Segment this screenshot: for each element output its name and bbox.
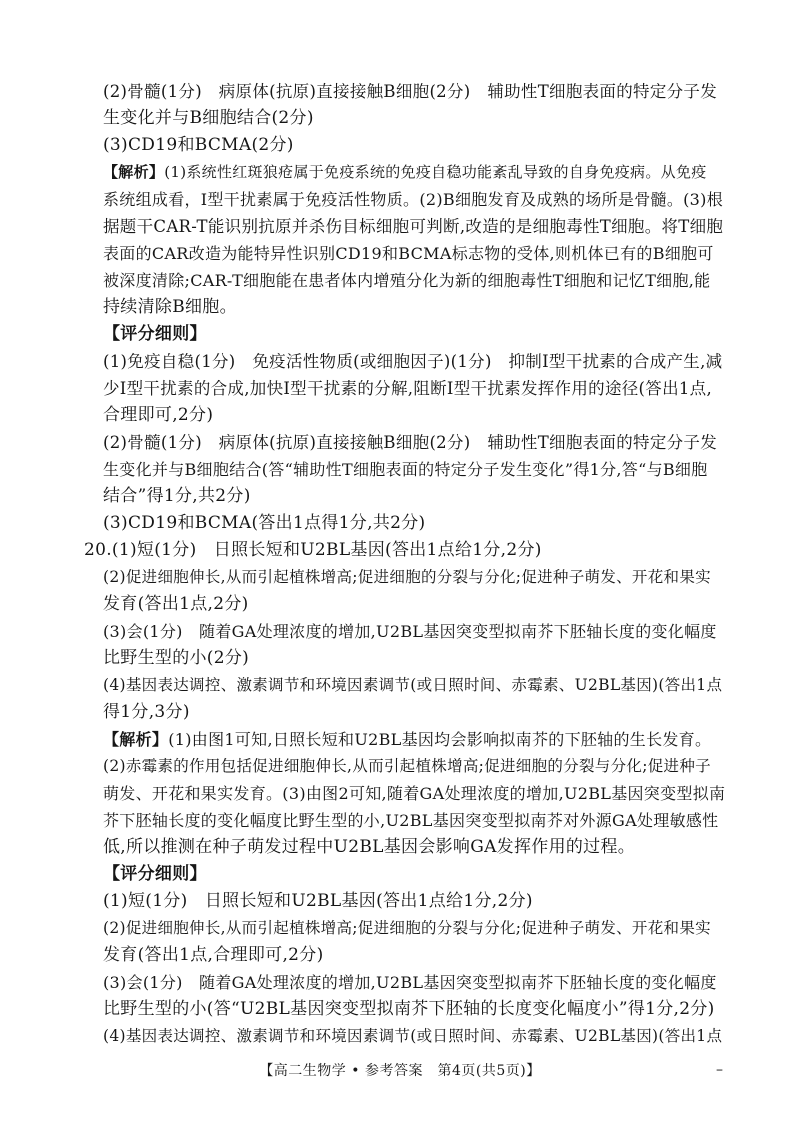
scoring-heading: 【评分细则】	[103, 324, 207, 344]
text-line: 持续清除B细胞。	[103, 297, 237, 317]
answer-text	[84, 78, 726, 1050]
text-line: 系统组成看，Ⅰ型干扰素属于免疫活性物质。(2)B细胞发育及成熟的场所是骨髓。(3)根	[103, 190, 724, 209]
page-footer: 【高二生物学 • 参考答案 第4页(共5页)】	[259, 1063, 541, 1079]
text-line: (3)CD19和BCMA(答出1点得1分,共2分)	[103, 513, 426, 533]
text-line: (2)促进细胞伸长,从而引起植株增高;促进细胞的分裂与分化;促进种子萌发、开花和果实	[103, 919, 711, 937]
text-line: (4)基因表达调控、激素调节和环境因素调节(或日照时间、赤霉素、U2BL基因)(答出1点	[103, 676, 723, 694]
text-line: 结合”得1分,共2分)	[103, 486, 251, 506]
text-line: 比野生型的小(2分)	[103, 648, 250, 668]
text-line: 表面的CAR改造为能特异性识别CD19和BCMA标志物的受体,则机体已有的B细胞可	[103, 244, 714, 263]
text-line: (4)基因表达调控、激素调节和环境因素调节(或日照时间、赤霉素、U2BL基因)(答出1点	[103, 1027, 723, 1045]
text-line: (1)短(1分) 日照长短和U2BL基因(答出1点给1分,2分)	[103, 891, 533, 911]
scoring-heading: 【评分细则】	[103, 864, 207, 884]
text-line: 被深度清除;CAR-T细胞能在患者体内增殖分化为新的细胞毒性T细胞和记忆T细胞,能	[103, 271, 711, 290]
text-line: (2)促进细胞伸长,从而引起植株增高;促进细胞的分裂与分化;促进种子萌发、开花和果实	[103, 568, 711, 586]
section-label: 【解析】	[103, 163, 165, 181]
text-line: 低,所以推测在种子萌发过程中U2BL基因会影响GA发挥作用的过程。	[103, 837, 636, 857]
text-line: (2)骨髓(1分) 病原体(抗原)直接接触B细胞(2分) 辅助性T细胞表面的特定分子发	[103, 433, 718, 452]
text-line: 发育(答出1点,2分)	[103, 594, 249, 614]
text-line: 生变化并与B细胞结合(2分)	[103, 108, 314, 128]
question-20-start: 20.(1)短(1分) 日照长短和U2BL基因(答出1点给1分,2分)	[84, 540, 542, 560]
text-line: (2)赤霉素的作用包括促进细胞伸长,从而引起植株增高;促进细胞的分裂与分化;促进种子	[103, 757, 711, 775]
text-line: 少Ⅰ型干扰素的合成,加快Ⅰ型干扰素的分解,阻断Ⅰ型干扰素发挥作用的途径(答出1点,	[103, 379, 713, 398]
text-line: (1)免疫自稳(1分) 免疫活性物质(或细胞因子)(1分) 抑制Ⅰ型干扰素的合成产生,减	[103, 352, 723, 371]
analysis-heading-line	[103, 159, 725, 186]
section-text: (1)由图1可知,日照长短和U2BL基因均会影响拟南芥的下胚轴的生长发育。	[168, 730, 712, 749]
text-line: 得1分,3分)	[103, 702, 190, 722]
text-line: 合理即可,2分)	[103, 405, 214, 425]
section-text: (1)系统性红斑狼疮属于免疫系统的免疫自稳功能紊乱导致的自身免疫病。从免疫	[164, 163, 707, 181]
text-line: 萌发、开花和果实发育。(3)由图2可知,随着GA处理浓度的增加,U2BL基因突变型拟南	[103, 784, 726, 803]
corner-mark: –	[716, 1062, 723, 1078]
analysis-heading-line	[103, 726, 725, 753]
text-line: (3)会(1分) 随着GA处理浓度的增加,U2BL基因突变型拟南芥下胚轴长度的变化幅度	[103, 622, 717, 641]
text-line: 生变化并与B细胞结合(答“辅助性T细胞表面的特定分子发生变化”得1分,答“与B细胞	[103, 460, 708, 479]
section-label: 【解析】	[103, 730, 169, 749]
text-line: 比野生型的小(答“U2BL基因突变型拟南芥下胚轴的长度变化幅度小”得1分,2分)	[103, 999, 715, 1019]
text-line: (3)会(1分) 随着GA处理浓度的增加,U2BL基因突变型拟南芥下胚轴长度的变化幅度	[103, 973, 717, 992]
text-line: 芥下胚轴长度的变化幅度比野生型的小,U2BL基因突变型拟南芥对外源GA处理敏感性	[103, 811, 719, 830]
text-line: 据题干CAR-T能识别抗原并杀伤目标细胞可判断,改造的是细胞毒性T细胞。将T细胞	[103, 217, 724, 236]
text-line: (3)CD19和BCMA(2分)	[103, 135, 294, 155]
text-line: (2)骨髓(1分) 病原体(抗原)直接接触B细胞(2分) 辅助性T细胞表面的特定分子发	[103, 82, 718, 101]
text-line: 发育(答出1点,合理即可,2分)	[103, 945, 324, 965]
